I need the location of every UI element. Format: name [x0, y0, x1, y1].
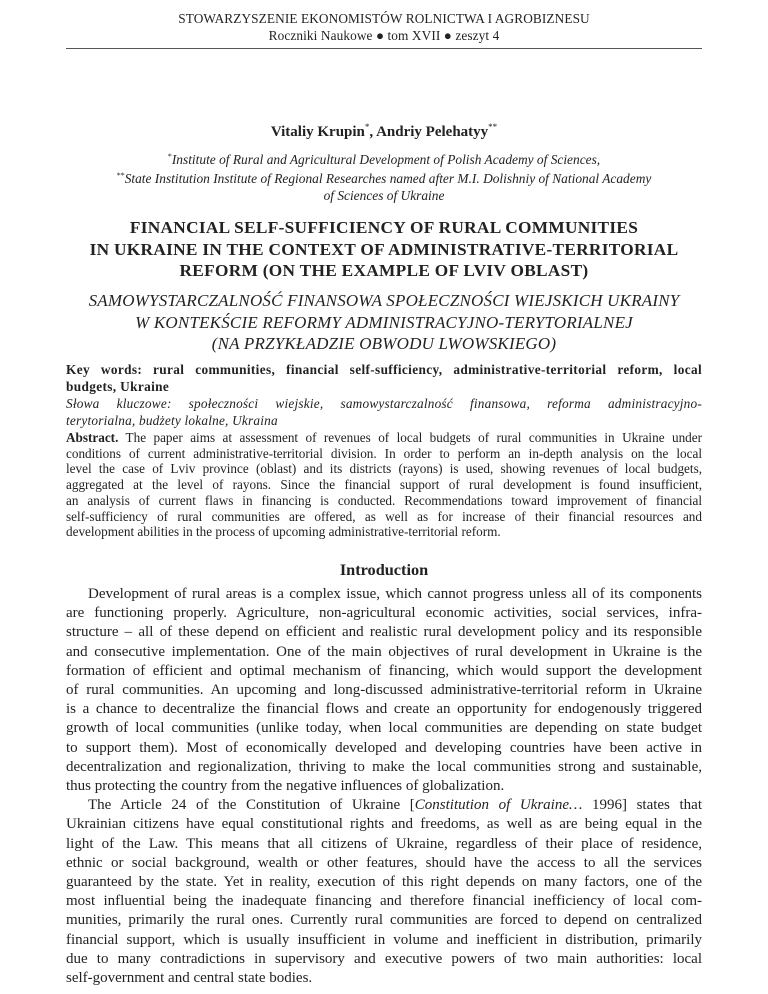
text-line: an analysis of current flaws in financing is conducted. Recommendations toward improvement of financial [66, 492, 702, 508]
text-line: ethnic or social background, wealth or other features, should have the access to all the services [66, 854, 702, 871]
title-line: REFORM (ON THE EXAMPLE OF LVIV OBLAST) [179, 261, 589, 281]
text-line: Key words: rural communities, financial self-sufficiency, administrative-territorial reform, local [66, 362, 702, 377]
author-name: Andriy Pelehatyy [376, 124, 489, 140]
title-line: (NA PRZYKŁADZIE OBWODU LWOWSKIEGO) [211, 334, 557, 354]
text-line: light of the Law. This means that all citizens of Ukraine, regardless of their place of residence, [66, 835, 702, 852]
text-line: Słowa kluczowe: społeczności wiejskie, samowystarczalność finansowa, reforma administracyjno- [66, 396, 702, 412]
text-line: and consecutive implementation. One of the main objectives of rural development in Ukraine is the [66, 643, 702, 660]
title-line: IN UKRAINE IN THE CONTEXT OF ADMINISTRATIVE-TERRITORIAL [89, 239, 679, 259]
text-line: munities, primarily the rural ones. Currently rural communities are forced to depend on centralized [66, 912, 702, 929]
text-line: Development of rural areas is a complex issue, which cannot progress unless all of its components [88, 586, 702, 602]
text-line: is a chance to decentralize the financial flows and create an opportunity for endogenously triggered [66, 701, 702, 718]
author-name: Vitaliy Krupin [270, 124, 365, 140]
text-line: development abilities in the process of upcoming administrative-territorial reform. [66, 524, 501, 540]
journal-header [66, 0, 702, 44]
text-line: most influential being the inadequate financing and therefore financial inefficiency of local com- [66, 893, 702, 910]
text-line: self-government and central state bodies. [66, 970, 313, 987]
series-line: Roczniki Naukowe ● tom XVII ● zeszyt 4 [268, 28, 500, 43]
header-divider [66, 48, 702, 49]
abstract [66, 430, 702, 540]
text-line: financial support, which is usually insufficient in volume and inefficient in distribution, primarily [66, 931, 702, 948]
text-line: Ukrainian citizens have equal constitutional rights and freedoms, as well as are being equal in the [66, 816, 702, 833]
keywords-english [66, 362, 702, 395]
keywords-polish [66, 396, 702, 429]
paragraph [66, 585, 702, 796]
affiliation-1: *Institute of Rural and Agricultural Development of Polish Academy of Sciences, [167, 152, 601, 167]
introduction-body [66, 585, 702, 988]
abstract-label: Abstract. [66, 430, 119, 445]
text-line: level the case of Lviv province (oblast) and its districts (rayons) is used, showing revenues of local budgets, [66, 461, 702, 477]
paragraph [66, 796, 702, 988]
text-line: conditions of current administrative-territorial division. In order to perform an in-depth analysis on the local [66, 445, 702, 461]
text-line: decentralization and regionalization, thriving to make the local communities strong and sustainable, [66, 758, 702, 775]
text-line: to support them). Most of economically developed and developing countries have been active in [66, 739, 702, 756]
text-line: terytorialna, budżety lokalne, Ukraina [66, 412, 278, 428]
author-separator: , [369, 124, 377, 140]
authors [66, 122, 702, 141]
text-line: The Article 24 of the Constitution of Ukraine [Constitution of Ukraine… 1996] states that [88, 797, 702, 814]
text-line: budgets, Ukraine [66, 378, 170, 394]
affiliation-mark: * [167, 152, 172, 161]
title-polish [66, 290, 702, 355]
text-line: of rural communities. An upcoming and long-discussed administrative-territorial reform in Ukraine [66, 682, 702, 699]
affiliations [66, 149, 702, 204]
text-line: structure – all of these depend on efficient and realistic rural development policy and its responsible [66, 624, 702, 641]
citation: Constitution of Ukraine… [414, 797, 583, 814]
author-mark: * [364, 122, 370, 132]
title-line: W KONTEKŚCIE REFORMY ADMINISTRACYJNO-TERYTORIALNEJ [135, 312, 633, 332]
section-heading-introduction: Introduction [339, 560, 429, 579]
text-line: self-sufficiency of rural communities are offered, as well as for increase of their financial resources and [66, 508, 702, 524]
text-line: aggregated at the level of rayons. Since the financial support of rural development is found insufficient, [66, 477, 702, 493]
text-line: growth of local communities (unlike today, when local communities are depending on state budget [66, 720, 702, 737]
text-line: guaranteed by the state. Yet in reality, execution of this right depends on many factors, one of the [66, 874, 702, 891]
title-line: FINANCIAL SELF-SUFFICIENCY OF RURAL COMMUNITIES [129, 218, 639, 237]
affiliation-mark: ** [116, 171, 125, 181]
title-english [66, 217, 702, 282]
society-name: STOWARZYSZENIE EKONOMISTÓW ROLNICTWA I AGROBIZNESU [178, 11, 590, 26]
keywords [66, 362, 702, 429]
text-line: due to many contradictions in supervisory and executive powers of two main authorities: local [66, 950, 702, 967]
title-line: SAMOWYSTARCZALNOŚĆ FINANSOWA SPOŁECZNOŚCI WIEJSKICH UKRAINY [88, 291, 680, 310]
text-line: thus protecting the country from the negative influences of globalization. [66, 778, 505, 795]
text-line: formation of efficient and optimal mechanism of financing, which would support the development [66, 662, 702, 679]
text-line: are functioning properly. Agriculture, non-agricultural economic activities, social services, infra- [66, 605, 702, 622]
affiliation-2-cont: of Sciences of Ukraine [323, 187, 445, 203]
author-mark: ** [488, 122, 498, 132]
affiliation-2: **State Institution Institute of Regional Researches named after M.I. Dolishniy of National Academy [116, 171, 652, 187]
text-line: Abstract. The paper aims at assessment of revenues of local budgets of rural communities in Ukraine under [66, 430, 702, 445]
